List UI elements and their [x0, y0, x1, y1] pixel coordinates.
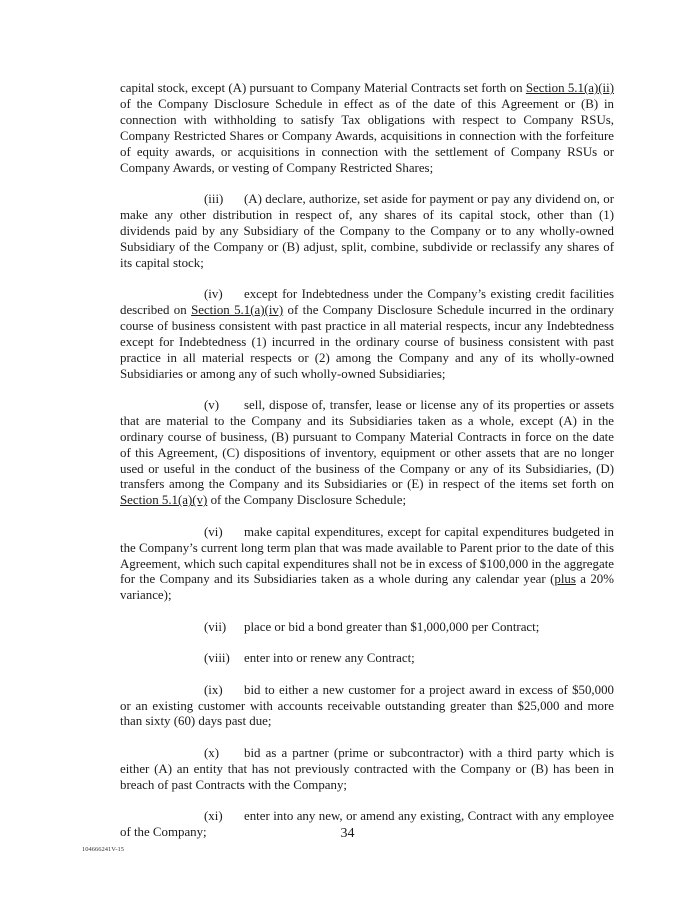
paragraph-text: except for Indebtedness under the Company’s existing credit facilities described on: [120, 286, 614, 317]
item-numeral: (xi): [204, 809, 223, 824]
paragraph-text: enter into any new, or amend any existing, Contract with any employee of the Company;: [120, 809, 614, 839]
item-numeral: (v): [204, 397, 220, 412]
paragraph-text: capital stock, except (A) pursuant to Company Material Contracts set forth on: [120, 81, 526, 95]
page-number: 34: [340, 826, 355, 841]
paragraph-text: place or bid a bond greater than $1,000,000 per Contract;: [244, 619, 540, 634]
paragraph-text: of the Company Disclosure Schedule in effect as of the date of this Agreement or (B) in connection with withholding to satisfy Tax obligations with respect to Company RSUs, Company Restricted Shares or Company Awards, acquisitions in connection with the forfeiture of equity awards, or acquisitions in connection with the settlement of Company RSUs or Company Awards, or vesting of Company Restricted Shares;: [120, 96, 614, 175]
list-item: [120, 398, 614, 509]
intro-paragraph: [120, 81, 614, 176]
paragraph-text: a 20% variance);: [120, 572, 614, 603]
paragraph-text: make capital expenditures, except for capital expenditures budgeted in the Company’s current long term plan that was made available to Parent prior to the date of this Agreement, which such capital expenditures shall not be in excess of $100,000 in the aggregate for the Company and its Subsidiaries taken as a whole during any calendar year (: [120, 524, 614, 587]
document-page: [120, 81, 614, 856]
list-item: [120, 620, 614, 636]
covenant-list: [120, 192, 614, 841]
item-numeral: (iii): [204, 191, 224, 206]
section-reference: Section 5.1(a)(v): [120, 493, 208, 508]
list-item: [120, 746, 614, 794]
item-numeral: (vii): [204, 619, 227, 634]
section-reference: Section 5.1(a)(iv): [191, 302, 284, 317]
item-numeral: (x): [204, 745, 220, 760]
section-reference: plus: [554, 572, 576, 587]
section-reference: Section 5.1(a)(ii): [525, 81, 614, 95]
item-numeral: (iv): [204, 286, 223, 301]
document-id: 104666241V-15: [82, 846, 125, 853]
list-item: [120, 192, 614, 272]
paragraph-text: bid as a partner (prime or subcontractor) with a third party which is either (A) an entity that has not previously contracted with the Company or (B) has been in breach of past Contracts with the Company;: [120, 745, 614, 792]
list-item: [120, 287, 614, 382]
paragraph-text: (A) declare, authorize, set aside for payment or pay any dividend on, or make any other distribution in respect of, any shares of its capital stock, other than (1) dividends paid by any Subsidiary of the Company to the Company or to any wholly-owned Subsidiary of the Company or (B) adjust, split, combine, subdivide or reclassify any shares of its capital stock;: [120, 191, 614, 270]
list-item: [120, 525, 614, 605]
paragraph-text: of the Company Disclosure Schedule incurred in the ordinary course of business consistent with past practice in all material respects, incur any Indebtedness except for Indebtedness (1) incurred in the ordinary course of business consistent with past practice in all material respects or (2) among the Company and any of its wholly-owned Subsidiaries or among any of such wholly-owned Subsidiaries;: [120, 302, 615, 381]
paragraph-text: enter into or renew any Contract;: [244, 651, 415, 666]
item-numeral: (vi): [204, 524, 223, 539]
paragraph-text: sell, dispose of, transfer, lease or license any of its properties or assets that are material to the Company and its Subsidiaries taken as a whole, except (A) in the ordinary course of business, (B) pursuant to Company Material Contracts in force on the date of this Agreement, (C) dispositions of inventory, equipment or other assets that are no longer used or useful in the conduct of the business of the Company or any of its Subsidiaries, (D) transfers among the Company and its Subsidiaries or (E) in respect of the items set forth on: [120, 397, 614, 492]
item-numeral: (ix): [204, 682, 223, 697]
list-item: [120, 683, 614, 731]
paragraph-text: of the Company Disclosure Schedule;: [207, 493, 407, 508]
item-numeral: (viii): [204, 651, 230, 666]
list-item: [120, 651, 614, 667]
paragraph-text: bid to either a new customer for a project award in excess of $50,000 or an existing customer with accounts receivable outstanding greater than $25,000 and more than sixty (60) days past due;: [120, 682, 614, 729]
